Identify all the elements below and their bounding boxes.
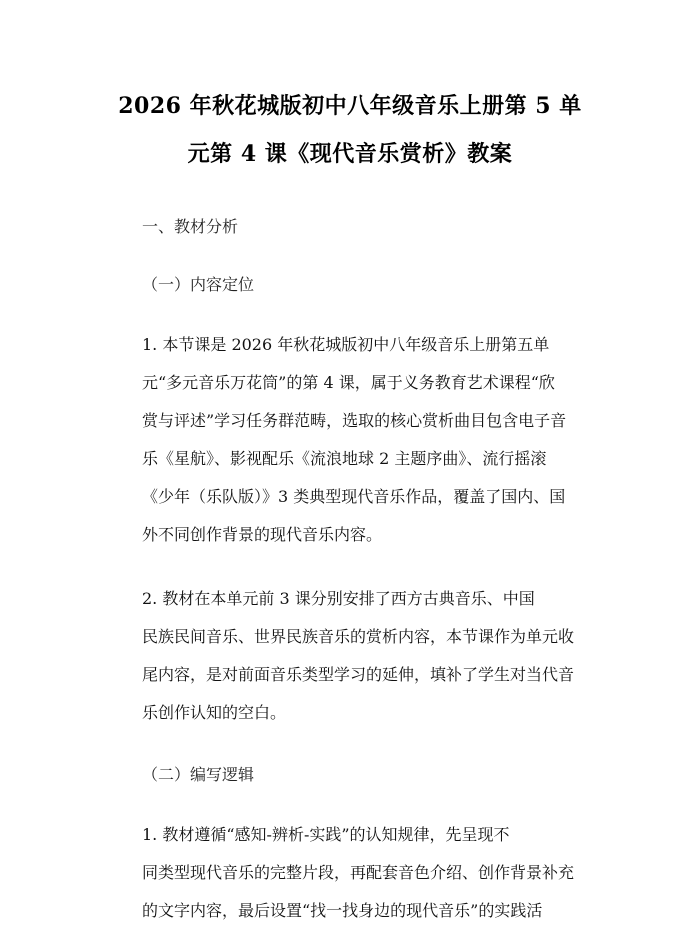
document-title (96, 82, 604, 178)
paragraph-3 (96, 816, 604, 930)
paragraph-1 (96, 326, 604, 554)
subsection-heading-writing-logic: （二）编写逻辑 (142, 765, 255, 784)
section-heading: 一、教材分析 (142, 217, 239, 236)
paragraph-3-line-3: 的文字内容，最后设置“找一找身边的现代音乐”的实践活 (142, 901, 543, 920)
paragraph-2-line-1: 2. 教材在本单元前 3 课分别安排了西方古典音乐、中国 (142, 589, 535, 608)
title-line-1: 2026 年秋花城版初中八年级音乐上册第 5 单 (118, 93, 582, 119)
title-line-2: 元第 4 课《现代音乐赏析》教案 (187, 141, 513, 167)
paragraph-1-line-1: 1. 本节课是 2026 年秋花城版初中八年级音乐上册第五单 (142, 335, 550, 354)
paragraph-3-line-2: 同类型现代音乐的完整片段，再配套音色介绍、创作背景补充 (142, 863, 575, 882)
paragraph-3-line-1: 1. 教材遵循“感知-辨析-实践”的认知规律，先呈现不 (142, 825, 510, 844)
paragraph-1-line-6: 外不同创作背景的现代音乐内容。 (142, 525, 383, 544)
paragraph-1-line-3: 赏与评述”学习任务群范畴，选取的核心赏析曲目包含电子音 (142, 411, 567, 430)
paragraph-1-line-4: 乐《星航》、影视配乐《流浪地球 2 主题序曲》、流行摇滚 (142, 449, 547, 468)
paragraph-2 (96, 580, 604, 732)
paragraph-2-line-2: 民族民间音乐、世界民族音乐的赏析内容，本节课作为单元收 (142, 627, 575, 646)
subsection-heading-content-positioning: （一）内容定位 (142, 275, 255, 294)
paragraph-2-line-3: 尾内容，是对前面音乐类型学习的延伸，填补了学生对当代音 (142, 665, 575, 684)
paragraph-2-line-4: 乐创作认知的空白。 (142, 703, 287, 722)
paragraph-1-line-2: 元“多元音乐万花筒”的第 4 课，属于义务教育艺术课程“欣 (142, 373, 555, 392)
paragraph-1-line-5: 《少年（乐队版）》3 类典型现代音乐作品，覆盖了国内、国 (142, 487, 566, 506)
